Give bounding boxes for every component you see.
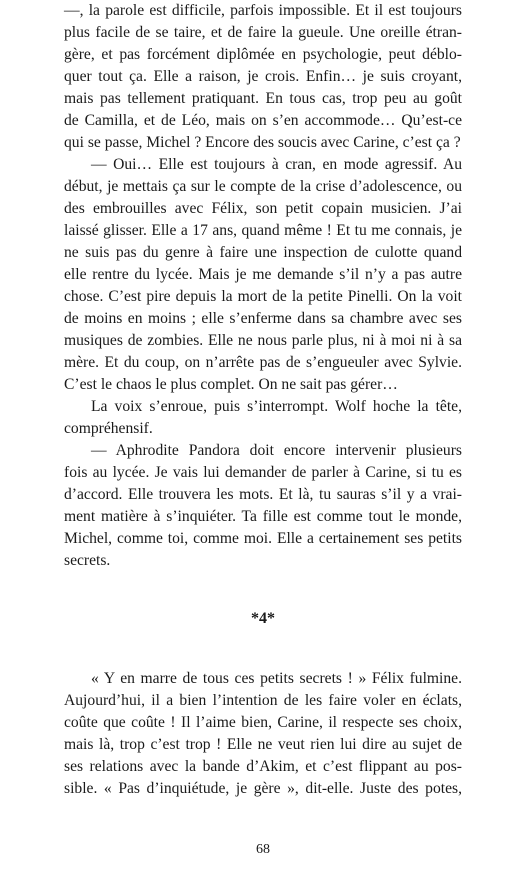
text-line: laissé glisser. Elle a 17 ans, quand même ! Et tu me connais, je — [64, 222, 462, 239]
text-line: La voix s’enroue, puis s’interrompt. Wolf hoche la tête, — [91, 398, 462, 415]
text-line: — Aphrodite Pandora doit encore intervenir plusieurs — [91, 442, 462, 459]
text-line: C’est le chaos le plus complet. On ne sait pas gérer… — [64, 376, 398, 393]
text-line: des embrouilles avec Félix, son petit copain musicien. J’ai — [64, 200, 462, 217]
text-line: compréhensif. — [64, 420, 153, 437]
text-line: de moins en moins ; elle s’enferme dans sa chambre avec ses — [64, 310, 462, 327]
text-line: elle rentre du lycée. Mais je me demande s’il n’y a pas autre — [64, 266, 462, 283]
text-line: de Camilla, et de Léo, mais on s’en accommode… Qu’est-ce — [64, 112, 462, 129]
text-line: —, la parole est difficile, parfois impossible. Et il est toujours — [64, 2, 462, 19]
text-line: gère, et pas forcément diplômée en psychologie, peut déblo- — [64, 46, 462, 63]
text-line: ne suis pas du genre à faire une inspection de culotte quand — [64, 244, 462, 261]
chapter-heading: *4* — [251, 610, 275, 627]
text-line: Michel, comme toi, comme moi. Elle a certainement ses petits — [64, 530, 462, 547]
text-line: début, je mettais ça sur le compte de la crise d’adolescence, ou — [64, 178, 462, 195]
text-line: coûte que coûte ! Il l’aime bien, Carine, il respecte ses choix, — [64, 714, 462, 731]
text-line: Aujourd’hui, il a bien l’intention de les faire voler en éclats, — [64, 692, 462, 709]
page-number: 68 — [256, 842, 270, 857]
text-line: d’accord. Elle trouvera les mots. Et là, tu sauras s’il y a vrai- — [64, 486, 462, 503]
text-line: sible. « Pas d’inquiétude, je gère », dit-elle. Juste des potes, — [64, 780, 462, 797]
text-line: ses relations avec la bande d’Akim, et c’est flippant au pos- — [64, 758, 462, 775]
text-line: chose. C’est pire depuis la mort de la petite Pinelli. On la voit — [64, 288, 462, 305]
text-line: mère. Et du coup, on n’arrête pas de s’engueuler avec Sylvie. — [64, 354, 462, 371]
text-line: mais pas tellement pratiquant. En tous cas, trop peu au goût — [64, 90, 462, 107]
text-line: ment matière à s’inquiéter. Ta fille est comme tout le monde, — [64, 508, 462, 525]
text-line: fois au lycée. Je vais lui demander de parler à Carine, si tu es — [64, 464, 462, 481]
text-line: quer tout ça. Elle a raison, je crois. Enfin… je suis croyant, — [64, 68, 462, 85]
text-line: — Oui… Elle est toujours à cran, en mode agressif. Au — [91, 156, 462, 173]
text-line: secrets. — [64, 552, 111, 569]
text-line: mais là, trop c’est trop ! Elle ne veut rien lui dire au sujet de — [64, 736, 462, 753]
text-line: musiques de zombies. Elle ne nous parle plus, ni à moi ni à sa — [64, 332, 462, 349]
text-line: « Y en marre de tous ces petits secrets ! » Félix fulmine. — [91, 670, 462, 687]
text-line: plus facile de se taire, et de faire la gueule. Une oreille étran- — [64, 24, 462, 41]
text-line: qui se passe, Michel ? Encore des soucis avec Carine, c’est ça ? — [64, 134, 461, 151]
